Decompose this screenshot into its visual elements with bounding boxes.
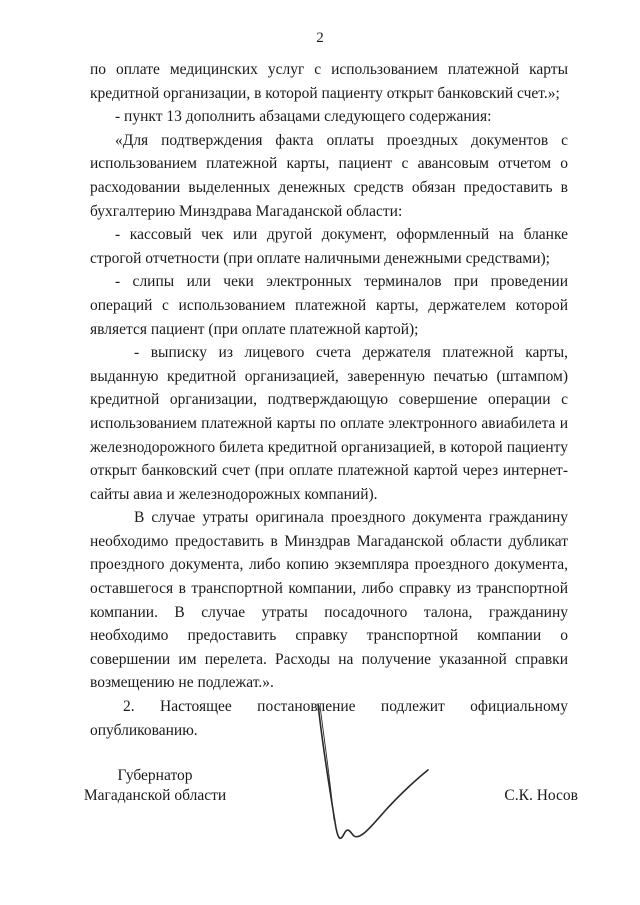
paragraph-document-loss: В случае утраты оригинала проездного документа гражданину необходимо предоставить в Минздрав Магаданской области дубликат проездного документа, либо копию экземпляра проездного документа, оставшегося в транспортной компании, либо справку из транспортной компании. В случае утраты посадочного талона, гражданину необходимо предоставить справку транспортной компании о совершении им перелета. Расходы на получение указанной справки возмещению не подлежат.». <box>90 509 568 692</box>
signatory-title <box>80 766 230 806</box>
signatory-name: С.К. Носов <box>504 787 578 804</box>
handwritten-signature <box>300 700 440 850</box>
paragraph-item-13: - пункт 13 дополнить абзацами следующего содержания: <box>115 108 492 126</box>
page-number: 2 <box>316 30 324 46</box>
paragraph-publication: 2. Настоящее постановление подлежит официальному опубликованию. <box>90 698 568 739</box>
paragraph-continuation: по оплате медицинских услуг с использованием платежной карты кредитной организации, в которой пациенту открыт банковский счет.»; <box>90 61 568 102</box>
list-item-terminal-slips: - слипы или чеки электронных терминалов при проведении операций с использованием платежной карты, держателем которой является пациент (при оплате платежной картой); <box>90 273 568 338</box>
signatory-title-line1: Губернатор <box>117 767 193 784</box>
document-body <box>90 58 568 742</box>
paragraph-confirmation: «Для подтверждения факта оплаты проездных документов с использованием платежной карты, пациент с авансовым отчетом о расходовании выделенных денежных средств обязан предоставить в бухгалтерию Минздрава Магаданской области: <box>90 131 568 220</box>
list-item-cash-receipt: - кассовый чек или другой документ, оформленный на бланке строгой отчетности (при оплате наличными денежными средствами); <box>90 226 568 267</box>
signatory-title-line2: Магаданской области <box>83 787 227 804</box>
list-item-account-statement: - выписку из лицевого счета держателя платежной карты, выданную кредитной организацией, заверенную печатью (штампом) кредитной организации, подтверждающую совершение операции с использованием платежной карты по оплате электронного авиабилета и железнодорожного билета кредитной организацией, в которой пациенту открыт банковский счет (при оплате платежной картой через интернет-сайты авиа и железнодорожных компаний). <box>90 344 568 503</box>
